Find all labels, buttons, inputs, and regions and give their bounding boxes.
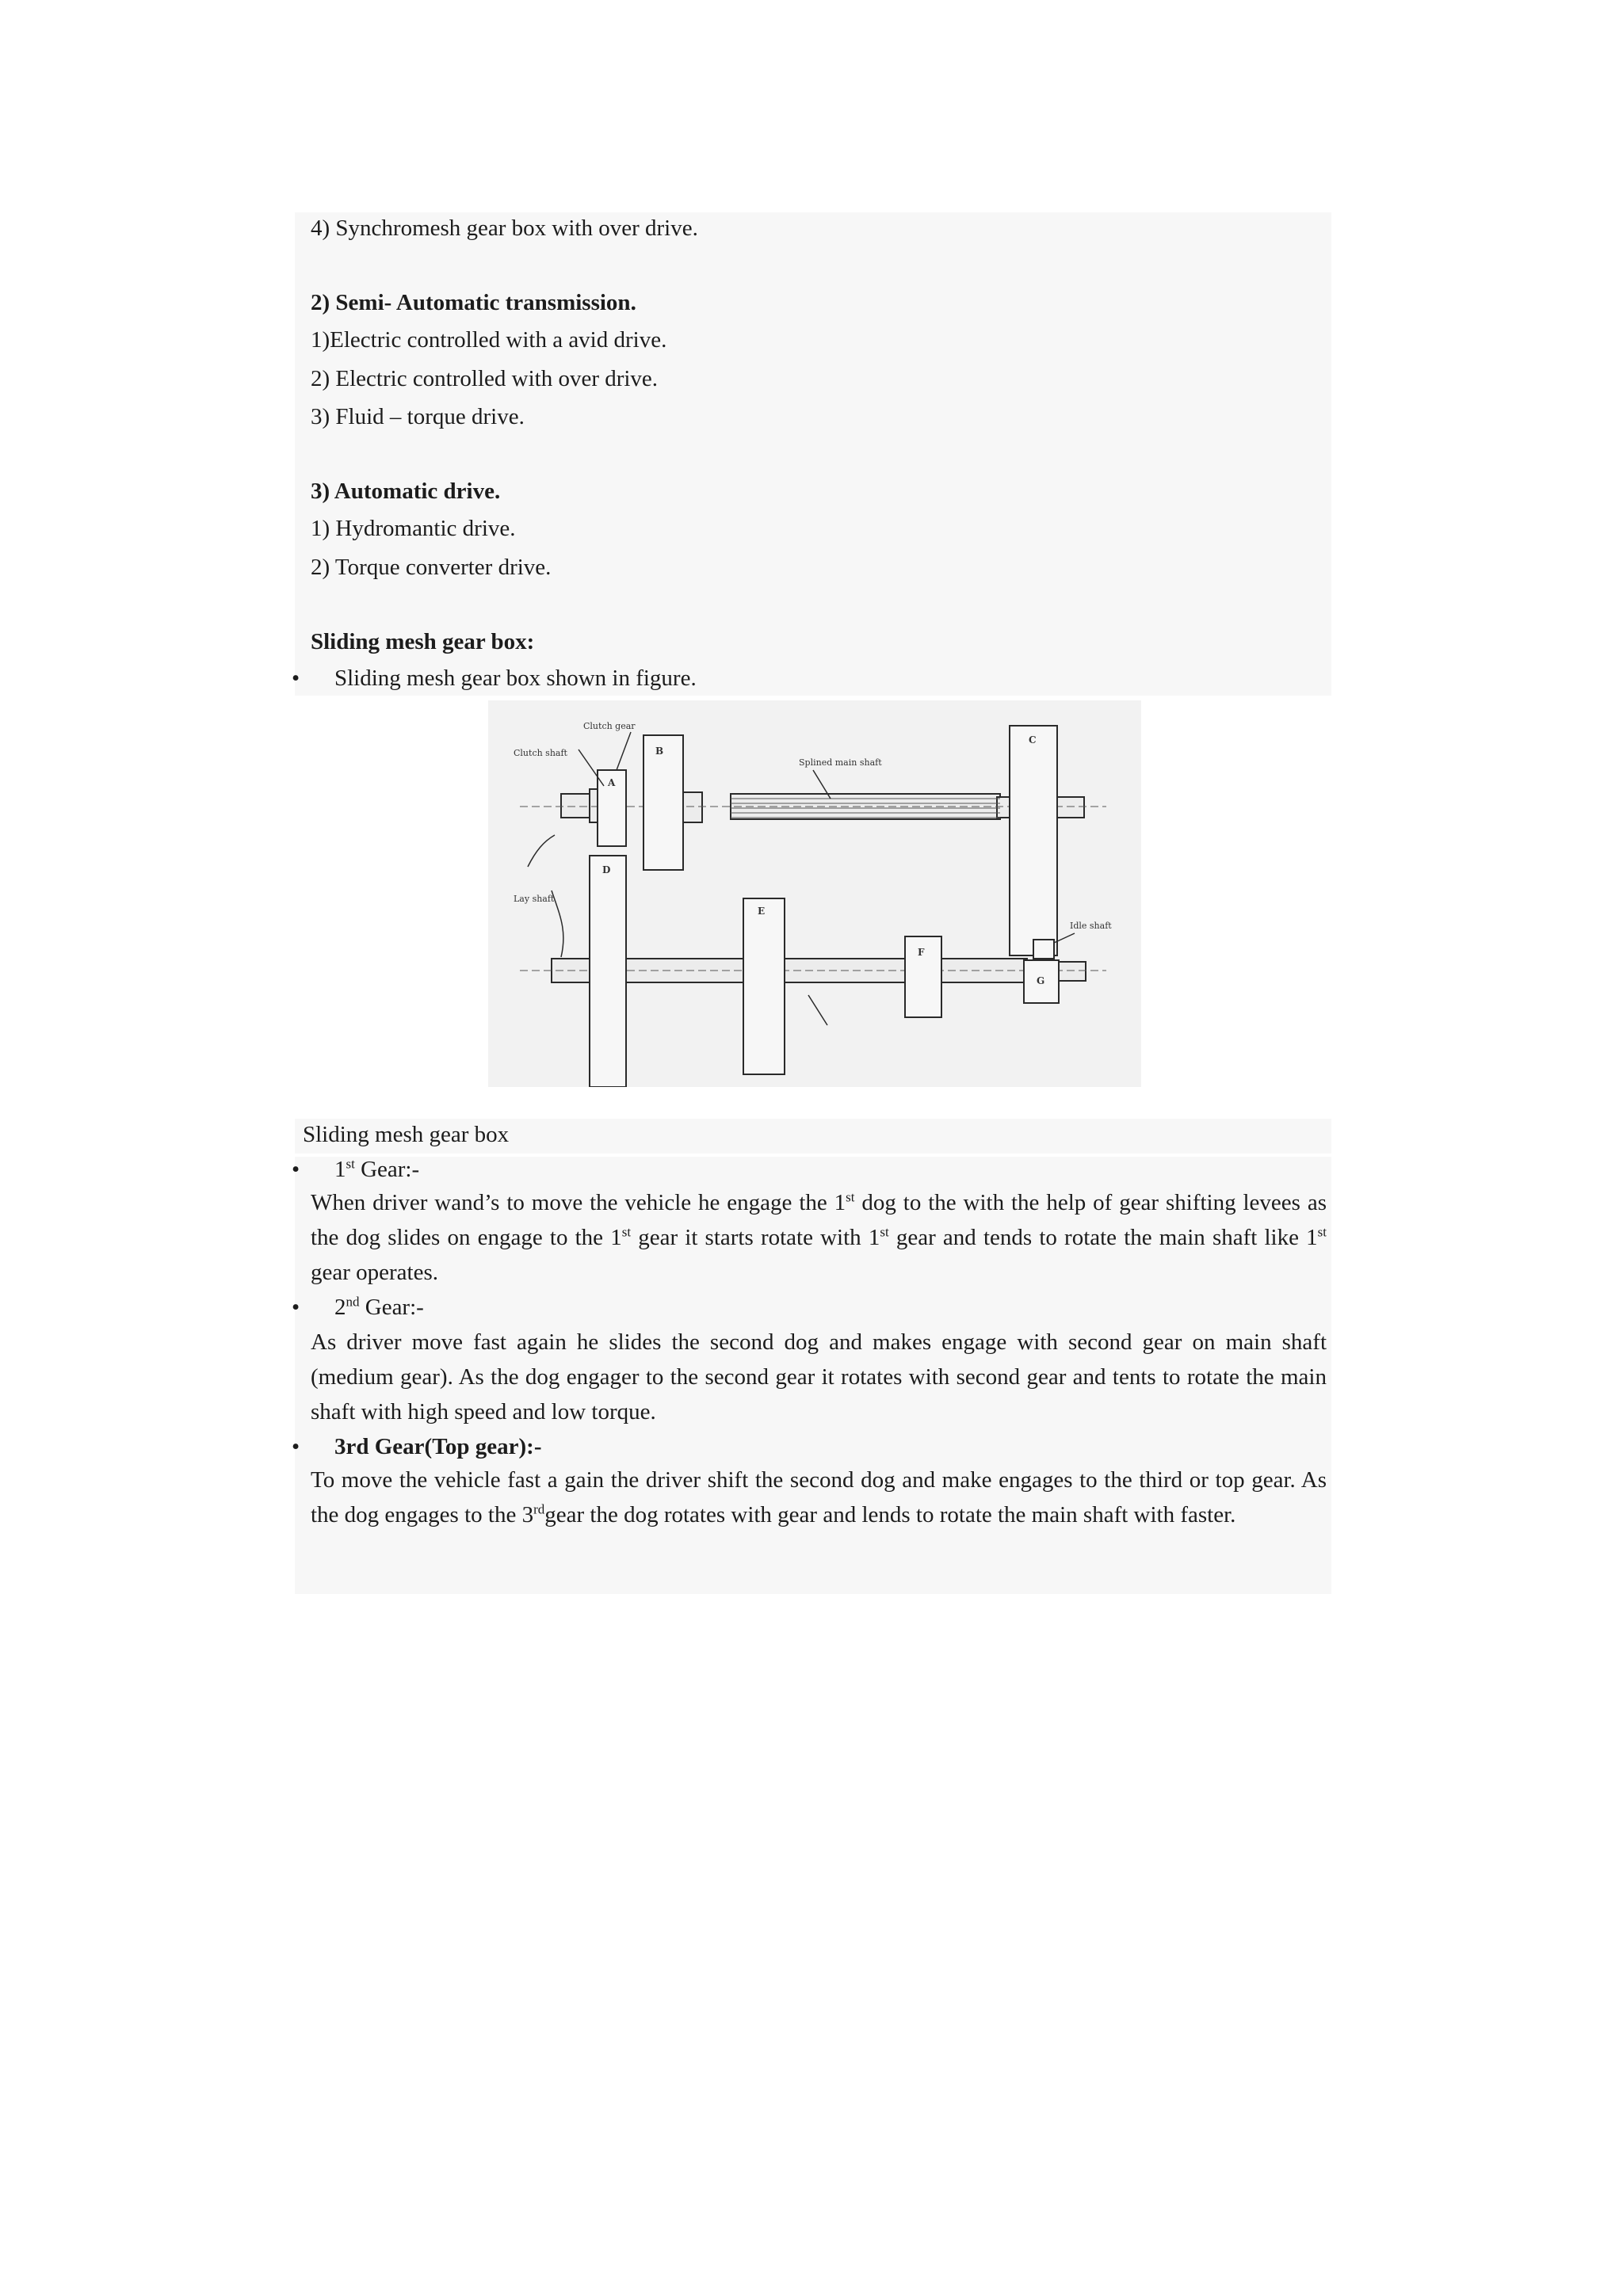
gear-e — [743, 898, 785, 1074]
idle-shaft-label: Idle shaft — [1070, 921, 1112, 931]
third-gear-paragraph: To move the vehicle fast a gain the driver shift the second dog and make engages to the third or top gear. As the dog engages to the 3rdgear the dog rotates with gear and lends to rotate the main shaft with faster. — [311, 1467, 1327, 1527]
automatic-item: 1) Hydromantic drive. — [311, 516, 516, 541]
gear-d-letter: D — [602, 864, 611, 875]
gear-b-letter: B — [655, 746, 664, 757]
figure-caption: Sliding mesh gear box — [303, 1122, 510, 1147]
gear-a-letter: A — [608, 777, 616, 788]
bullet-marker: • — [292, 1434, 300, 1459]
second-gear-paragraph: As driver move fast again he slides the second dog and makes engage with second gear on main shaft (medium gear). As the dog engager to the second gear it rotates with second gear and tents to rotate the main shaft with high speed and low torque. — [311, 1329, 1327, 1425]
second-gear-title: 2nd Gear:- — [334, 1294, 424, 1320]
first-gear-title: 1st Gear:- — [334, 1156, 420, 1182]
semi-automatic-heading: 2) Semi- Automatic transmission. — [311, 290, 636, 315]
semi-automatic-item: 1)Electric controlled with a avid drive. — [311, 327, 667, 353]
gearbox-diagram — [488, 700, 1141, 1087]
semi-automatic-item: 3) Fluid – torque drive. — [311, 404, 525, 429]
gear-g-letter: G — [1037, 975, 1045, 986]
third-gear-title: 3rd Gear(Top gear):- — [334, 1434, 542, 1459]
gear-d — [590, 856, 626, 1087]
clutch-shaft-label: Clutch shaft — [514, 748, 567, 758]
bullet-marker: • — [292, 666, 300, 691]
synchromesh-item: 4) Synchromesh gear box with over drive. — [311, 215, 698, 241]
splined-main-shaft-label: Splined main shaft — [799, 757, 882, 768]
gear-c — [1010, 726, 1057, 955]
idle-shaft-boss — [1033, 940, 1054, 959]
gear-f-letter: F — [918, 947, 925, 958]
first-gear-paragraph: When driver wand’s to move the vehicle he engage the 1st dog to the with the help of gear shifting levees as the dog slides on engage to the 1st gear it starts rotate with 1st gear and tends to rotate the main shaft like 1st gear operates. — [311, 1189, 1327, 1285]
clutch-gear-label: Clutch gear — [583, 721, 636, 731]
content-band-top — [295, 212, 1331, 696]
sliding-mesh-bullet: Sliding mesh gear box shown in figure. — [334, 666, 697, 691]
bullet-marker: • — [292, 1157, 300, 1182]
sliding-mesh-heading: Sliding mesh gear box: — [311, 629, 535, 654]
gear-c-letter: C — [1029, 734, 1037, 746]
clutch-shaft-stub — [561, 794, 590, 818]
automatic-item: 2) Torque converter drive. — [311, 555, 552, 580]
gear-e-letter: E — [758, 906, 766, 917]
automatic-heading: 3) Automatic drive. — [311, 479, 501, 504]
gearbox-figure — [488, 700, 1141, 1087]
lay-shaft-label: Lay shaft — [514, 894, 555, 904]
bullet-marker: • — [292, 1295, 300, 1320]
semi-automatic-item: 2) Electric controlled with over drive. — [311, 366, 659, 391]
